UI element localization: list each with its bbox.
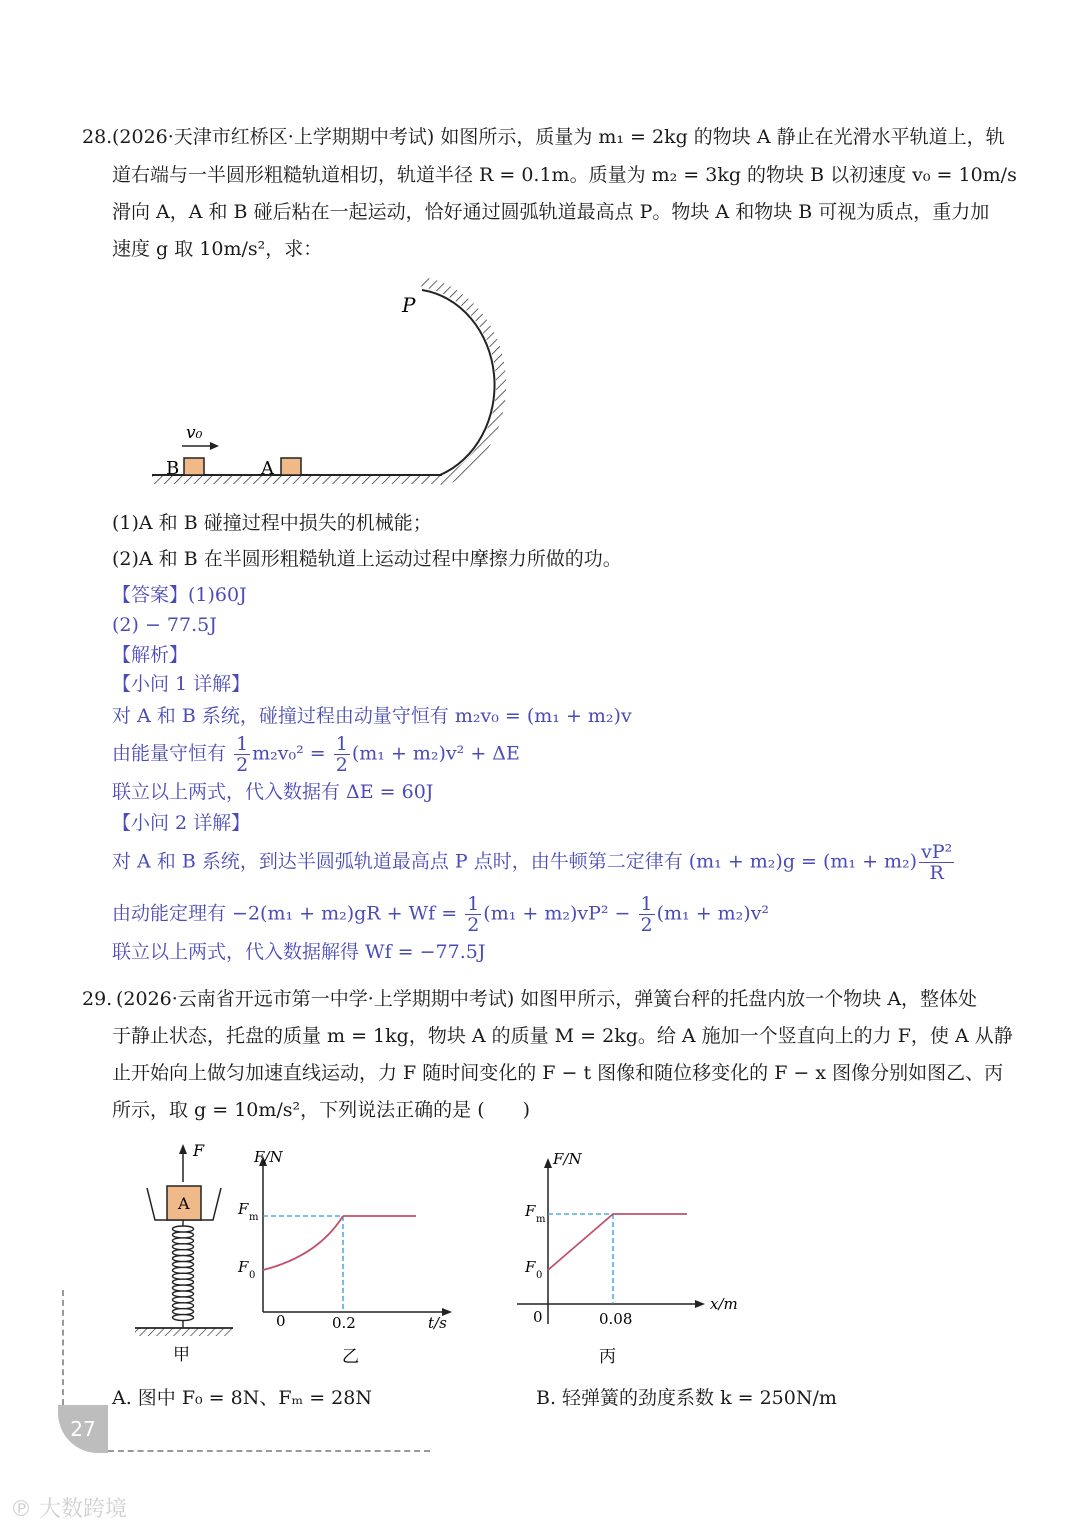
figure-jia-caption: 甲 — [173, 1345, 190, 1365]
question-29-number: 29. — [82, 988, 113, 1010]
yi-xtick: 0.2 — [332, 1314, 356, 1332]
force-arrowhead-icon — [179, 1144, 187, 1154]
track-figure — [140, 280, 540, 495]
question-29-stem-line-2: 于静止状态，托盘的质量 m = 1kg，物块 A 的质量 M = 2kg。给 A 施加一个竖直向上的力 F，使 A 从静 — [112, 1025, 1013, 1047]
part-1-line-2-prefix: 由能量守恒有 — [112, 742, 227, 765]
part-1-line-2 — [112, 734, 520, 775]
yi-xlabel: t/s — [428, 1314, 447, 1332]
bing-x-arrow-icon — [695, 1300, 705, 1308]
question-28-sub-2: (2)A 和 B 在半圆形粗糙轨道上运动过程中摩擦力所做的功。 — [112, 548, 622, 570]
fraction-vp2-over-r — [919, 842, 954, 883]
part-2-line-1 — [112, 842, 956, 883]
fraction-half — [234, 734, 250, 775]
question-28-stem-line-4: 速度 g 取 10m/s²，求： — [112, 238, 323, 260]
fraction-numerator: 1 — [640, 893, 653, 915]
question-29-stem-line-3: 止开始向上做匀加速直线运动，力 F 随时间变化的 F − t 图像和随位移变化的 F − x 图像分别如图乙、丙 — [112, 1062, 1004, 1084]
fraction-denominator: 2 — [467, 914, 480, 936]
option-a[interactable]: A. 图中 F₀ = 8N、Fₘ = 28N — [112, 1387, 372, 1409]
figure-bing-fx-graph — [505, 1148, 755, 1370]
bing-ramp — [548, 1214, 613, 1270]
point-p-label: P — [402, 293, 416, 317]
part-1-line-2-mid: m₂v₀² = — [252, 742, 326, 765]
part-2-tag: 【小问 2 详解】 — [112, 812, 251, 834]
part-1-tag: 【小问 1 详解】 — [112, 673, 251, 695]
part-1-line-2-tail: (m₁ + m₂)v² + ΔE — [351, 742, 520, 765]
fraction-numerator: 1 — [236, 733, 249, 755]
question-28-stem-text-1: 如图所示，质量为 m₁ = 2kg 的物块 A 静止在光滑水平轨道上，轨 — [440, 126, 1005, 148]
bing-ylabel: F/N — [553, 1150, 582, 1168]
page-border-vertical — [62, 1290, 64, 1405]
figure-jia-spring-scale — [125, 1138, 245, 1370]
watermark-logo-icon: ℗ — [10, 1497, 32, 1522]
yi-f0-label: F — [238, 1258, 249, 1276]
yi-origin: 0 — [276, 1312, 286, 1330]
yi-ylabel: F/N — [254, 1148, 283, 1166]
fraction-half-2 — [334, 734, 350, 775]
answer-line-1 — [112, 582, 247, 608]
watermark — [10, 1492, 127, 1523]
analysis-tag: 【解析】 — [112, 644, 189, 666]
part-2-line-2-prefix: 由动能定理有 −2(m₁ + m₂)gR + Wf = — [112, 902, 458, 925]
question-28-stem-line-1 — [112, 124, 1005, 150]
bing-f0-subscript: 0 — [536, 1270, 543, 1281]
ground-hatch — [152, 475, 442, 484]
yi-f0-subscript: 0 — [249, 1270, 256, 1281]
watermark-text: 大数跨境 — [39, 1497, 128, 1522]
part-2-line-2 — [112, 894, 769, 935]
fraction-half-4 — [639, 894, 655, 935]
part-1-line-3: 联立以上两式，代入数据有 ΔE = 60J — [112, 781, 434, 803]
figure-yi-caption: 乙 — [342, 1347, 359, 1367]
bing-fm-label: F — [525, 1202, 536, 1220]
block-a-label: A — [261, 458, 274, 479]
part-2-line-1-prefix: 对 A 和 B 系统，到达半圆弧轨道最高点 P 点时，由牛顿第二定律有 (m₁ + m₂)g = (m₁ + m₂) — [112, 850, 918, 873]
answer-1: (1)60J — [188, 584, 247, 606]
page-number: 27 — [58, 1405, 108, 1453]
answer-2: (2) − 77.5J — [112, 614, 217, 636]
bing-xtick: 0.08 — [599, 1310, 633, 1328]
fraction-numerator: 1 — [335, 733, 348, 755]
yi-fm-label: F — [238, 1200, 249, 1218]
fraction-half-3 — [465, 894, 481, 935]
bing-fm-subscript: m — [536, 1214, 546, 1225]
velocity-arrowhead-icon — [210, 442, 219, 450]
bing-xlabel: x/m — [710, 1295, 738, 1313]
option-b[interactable]: B. 轻弹簧的劲度系数 k = 250N/m — [536, 1387, 837, 1409]
block-b — [184, 458, 204, 475]
question-28-stem-line-3: 滑向 A，A 和 B 碰后粘在一起运动，恰好通过圆弧轨道最高点 P。物块 A 和物块 B 可视为质点，重力加 — [112, 201, 990, 223]
part-2-line-2-tail: (m₁ + m₂)v² — [656, 902, 770, 925]
velocity-label: v₀ — [186, 423, 203, 443]
figure-yi-ft-graph — [238, 1148, 468, 1370]
fraction-denominator: 2 — [335, 754, 348, 776]
question-28-stem-line-2: 道右端与一半圆形粗糙轨道相切，轨道半径 R = 0.1m。质量为 m₂ = 3kg 的物块 B 以初速度 v₀ = 10m/s — [112, 164, 1017, 186]
block-a — [281, 458, 301, 475]
bing-origin: 0 — [533, 1308, 543, 1326]
bing-y-arrow-icon — [544, 1158, 552, 1168]
figure-bing-caption: 丙 — [599, 1347, 616, 1367]
fraction-denominator: 2 — [236, 754, 249, 776]
yi-curve — [263, 1216, 343, 1270]
fraction-numerator: 1 — [467, 893, 480, 915]
block-b-label: B — [166, 458, 180, 479]
fraction-denominator: R — [929, 862, 944, 884]
question-28-sub-1: (1)A 和 B 碰撞过程中损失的机械能； — [112, 512, 432, 534]
answer-tag: 【答案】 — [112, 584, 189, 606]
question-29-stem-line-4: 所示，取 g = 10m/s²，下列说法正确的是 ( ) — [112, 1099, 531, 1121]
part-1-line-1: 对 A 和 B 系统，碰撞过程由动量守恒有 m₂v₀ = (m₁ + m₂)v — [112, 705, 632, 727]
semicircle-hatch — [422, 282, 501, 483]
block-a-jia-label: A — [178, 1194, 190, 1213]
part-2-line-3: 联立以上两式，代入数据解得 Wf = −77.5J — [112, 941, 486, 963]
fraction-denominator: 2 — [640, 914, 653, 936]
fraction-numerator: vP² — [921, 841, 953, 863]
part-2-line-2-mid: (m₁ + m₂)vP² − — [483, 902, 631, 925]
page-border-horizontal — [108, 1450, 430, 1452]
question-28-source: (2026·天津市红桥区·上学期期中考试) — [112, 126, 435, 148]
yi-fm-subscript: m — [249, 1212, 259, 1223]
question-28-number: 28. — [82, 126, 113, 148]
question-29-stem-line-1: (2026·云南省开远市第一中学·上学期期中考试) 如图甲所示，弹簧台秤的托盘内放一个物块 A，整体处 — [116, 988, 978, 1010]
force-label: F — [193, 1141, 205, 1160]
base-hatch — [135, 1328, 233, 1336]
spring — [173, 1220, 194, 1328]
bing-f0-label: F — [525, 1258, 536, 1276]
